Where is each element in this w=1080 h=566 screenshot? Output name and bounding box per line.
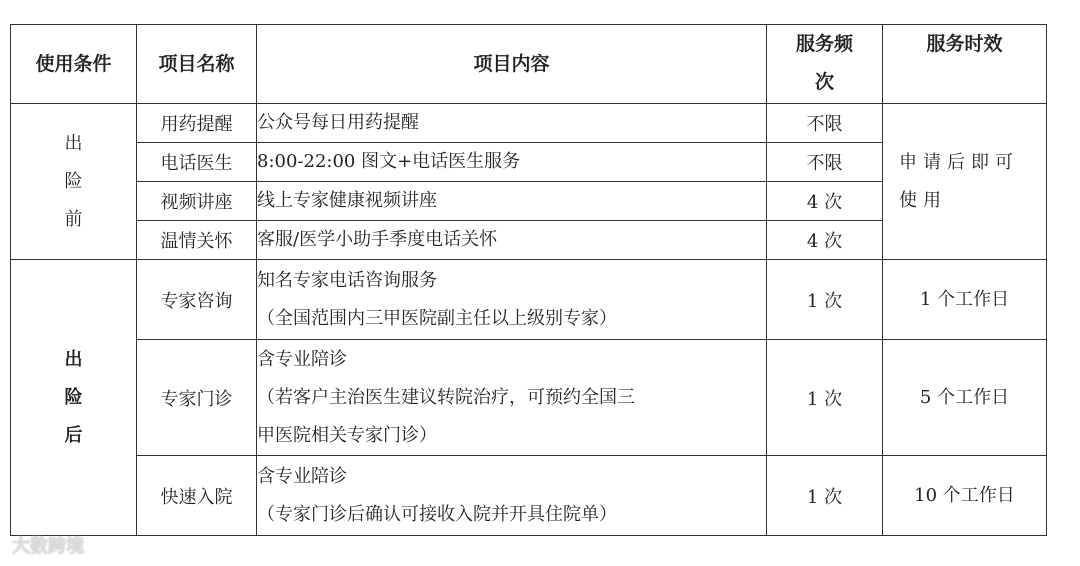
item-effective: 5 个工作日 [883,340,1047,456]
condition-char: 出 [64,348,83,370]
header-frequency-line2: 次 [814,71,834,93]
item-name: 视频讲座 [137,182,257,221]
condition-char: 前 [64,208,83,230]
header-content: 项目内容 [257,25,767,104]
condition-char: 后 [64,424,83,446]
item-content [257,260,767,340]
item-name: 快速入院 [137,456,257,536]
content-line: 含专业陪诊 [257,348,347,370]
header-frequency-line1: 服务频 [795,33,853,55]
condition-before [11,104,137,260]
item-frequency: 1 次 [767,340,883,456]
header-effective: 服务时效 [883,25,1047,104]
item-content [257,456,767,536]
condition-char: 险 [64,386,83,408]
effective-before [883,104,1047,260]
item-frequency: 不限 [767,143,883,182]
item-content: 公众号每日用药提醒 [257,104,767,143]
item-frequency: 不限 [767,104,883,143]
table-row [11,104,1047,143]
item-frequency: 4 次 [767,221,883,260]
content-line: （专家门诊后确认可接收入院并开具住院单） [257,503,617,525]
table-row [11,340,1047,456]
condition-char: 出 [64,132,83,154]
item-effective: 1 个工作日 [883,260,1047,340]
header-frequency [767,25,883,104]
table-row [11,456,1047,536]
service-table [10,24,1047,536]
watermark-logo [12,532,84,558]
item-frequency: 1 次 [767,260,883,340]
effective-line1: 申请后即可 [899,151,1019,173]
item-name: 电话医生 [137,143,257,182]
item-name: 专家门诊 [137,340,257,456]
item-content: 8:00-22:00 图文+电话医生服务 [257,143,767,182]
content-line: 知名专家电话咨询服务 [257,269,437,291]
item-name: 温情关怀 [137,221,257,260]
item-name: 用药提醒 [137,104,257,143]
condition-char: 险 [64,170,83,192]
watermark-text: 大数跨境 [12,536,84,557]
content-line: 甲医院相关专家门诊） [257,424,437,446]
item-name: 专家咨询 [137,260,257,340]
table-row [11,260,1047,340]
header-name: 项目名称 [137,25,257,104]
content-line: （全国范围内三甲医院副主任以上级别专家） [257,307,617,329]
item-content [257,340,767,456]
item-effective: 10 个工作日 [883,456,1047,536]
item-content: 客服/医学小助手季度电话关怀 [257,221,767,260]
condition-after [11,260,137,536]
content-line: （若客户主治医生建议转院治疗，可预约全国三 [257,386,635,408]
item-content: 线上专家健康视频讲座 [257,182,767,221]
effective-line2: 使用 [899,189,947,211]
item-frequency: 4 次 [767,182,883,221]
content-line: 含专业陪诊 [257,465,347,487]
header-condition: 使用条件 [11,25,137,104]
header-row [11,25,1047,104]
item-frequency: 1 次 [767,456,883,536]
